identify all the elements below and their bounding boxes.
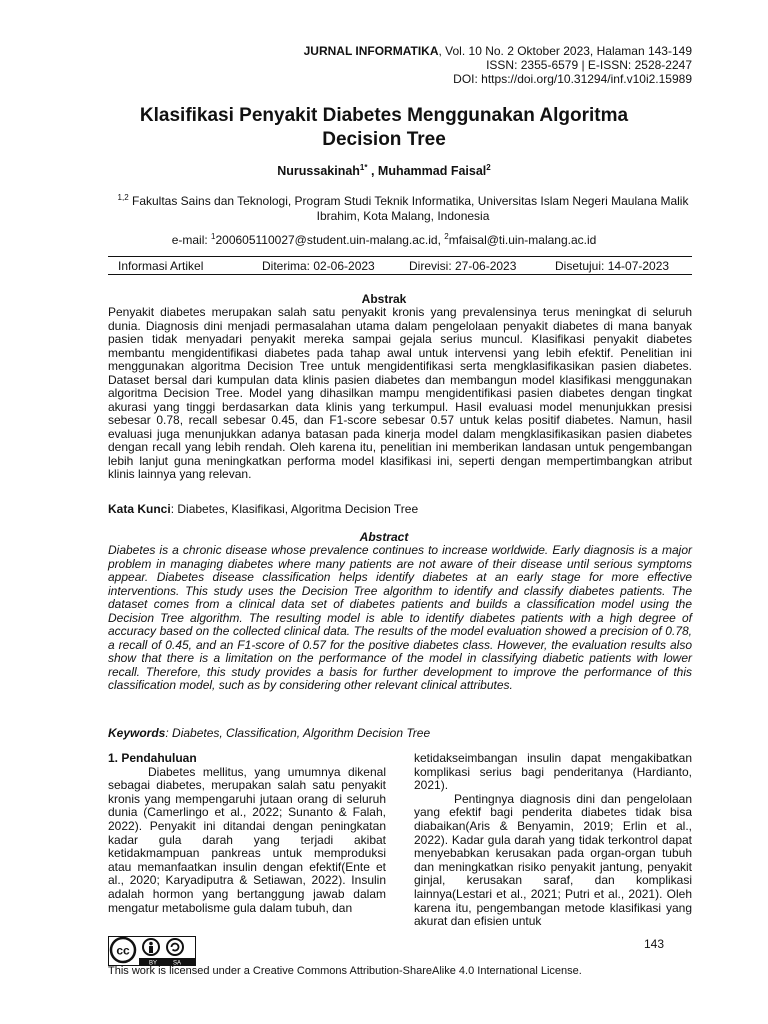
kata-kunci [108,502,692,516]
affiliation-sup: 1,2 [117,193,129,202]
column-1-paragraph: Diabetes mellitus, yang umumnya dikenal sebagai diabetes, merupakan salah satu penyakit kronis yang mempengaruhi jutaan orang di seluruh dunia (Camerlingo et al., 2022; Sunanto & Falah, 2022). Penyakit ini ditandai dengan peningkatan kadar gula darah yang terjadi akibat ketidakmampuan pankreas untuk memproduksi atau memanfaatkan insulin dengan efektif(Ente et al., 2020; Karyadiputra & Setiawan, 2022). Insulin adalah hormon yang bertanggung jawab dalam mengatur metabolisme gula dalam tubuh, dan [108,764,386,915]
abstract-heading: Abstract [359,530,409,544]
email-2-sup: 2 [444,232,449,241]
column-2-paragraph-2: Pentingnya diagnosis dini dan pengelolaan yang efektif bagi penderita diabetes tidak bisa diabaikan(Aris & Benyamin, 2019; Erlin et al., 2022). Kadar gula darah yang tidak terkontrol dapat menyebabkan kerusakan pada organ-organ tubuh dan meningkatkan risiko penyakit jantung, penyakit ginjal, kerusakan saraf, dan komplikasi lainnya(Lestari et al., 2021; Putri et al., 2021). Oleh karena itu, pengembangan metode klasifikasi yang akurat dan efisien untuk [414,791,692,929]
author-2-sup: 2 [486,163,491,172]
license-text[interactable]: This work is licensed under a Creative Commons Attribution-ShareAlike 4.0 International License. [108,965,582,977]
journal-volume: , Vol. 10 No. 2 Oktober 2023, Halaman 143-149 [438,44,692,58]
kata-kunci-label: Kata Kunci [108,502,171,516]
by-person-icon-head [149,942,153,946]
body-column-left [108,752,386,936]
keywords [108,726,692,740]
email-line [0,232,768,247]
author-2: Muhammad Faisal [377,164,487,179]
email-1[interactable]: 200605110027@student.uin-malang.ac.id, [215,233,445,247]
by-person-icon-body [149,946,153,953]
author-1-sup: 1* [359,163,368,172]
page-number: 143 [643,937,664,951]
email-label: e-mail: [171,233,212,247]
journal-doi[interactable]: DOI: https://doi.org/10.31294/inf.v10i2.15989 [453,72,692,86]
journal-header [304,44,692,86]
cc-sa-label: SA [172,960,182,966]
column-2-paragraph-1: ketidakseimbangan insulin dapat mengakibatkan komplikasi serius bagi penderitanya (Hardianto, 2021). [414,752,692,793]
affiliation [108,190,698,224]
title-line-2: Decision Tree [322,129,446,150]
email-1-sup: 1 [211,232,216,241]
revised-date: Direvisi: 27-06-2023 [409,259,517,273]
received-date: Diterima: 02-06-2023 [262,259,375,273]
accepted-date: Disetujui: 14-07-2023 [555,259,670,273]
author-separator: , [367,164,378,179]
kata-kunci-text: : Diabetes, Klasifikasi, Algoritma Decision Tree [170,502,419,516]
keywords-text: : Diabetes, Classification, Algorithm Decision Tree [165,726,431,740]
article-info-label: Informasi Artikel [118,259,204,273]
cc-by-label: BY [148,960,158,966]
cc-icon-text: cc [116,943,130,958]
author-1: Nurussakinah [277,164,360,179]
abstrak-heading: Abstrak [361,292,407,306]
cc-by-sa-badge[interactable] [108,936,196,966]
author-list [0,163,768,178]
journal-name: JURNAL INFORMATIKA [303,44,439,58]
abstract-body: Diabetes is a chronic disease whose prevalence continues to increase worldwide. Early diagnosis is a major problem in managing diabetes where many patients are not aware of their disease until serious symptoms appear. Diabetes disease classification helps identify diabetes at an early stage for more effective interventions. This study uses the Decision Tree algorithm to identify and classify diabetes patients. The dataset comes from a clinical data set of diabetes patients and builds a classification model using the Decision Tree algorithm. The resulting model is able to identify diabetes patients with a high degree of accuracy based on the collected clinical data. The results of the model evaluation showed a precision of 0.78, a recall of 0.45, and an F1-score of 0.57 for the positive diabetes class. However, the evaluation results also show that there is a limitation on the performance of the model in classifying diabetic patients with lower recall. Therefore, this study provides a basis for further development to improve the performance of this classification model, such as by considering other relevant clinical attributes. [108,543,692,692]
abstrak-body: Penyakit diabetes merupakan salah satu penyakit kronis yang prevalensinya terus meningkat di seluruh dunia. Diagnosis dini menjadi permasalahan utama dalam pengelolaan penyakit diabetes di mana banyak pasien tidak menyadari penyakit mereka sampai gejala serius muncul. Klasifikasi penyakit diabetes membantu mengidentifikasi diabetes pada tahap awal untuk intervensi yang lebih efektif. Penelitian ini menggunakan algoritma Decision Tree untuk mengidentifikasi serta mengklasifikasikan pasien diabetes. Dataset bersal dari kumpulan data klinis pasien diabetes dan membangun model klasifikasi menggunakan algoritma Decision Tree. Model yang dihasilkan mampu mengidentifikasi pasien diabetes dengan tingkat akurasi yang tinggi berdasarkan data klinis yang terkumpul. Hasil evaluasi model menunjukkan presisi sebesar 0.78, recall sebesar 0.45, dan F1-score sebesar 0.57 untuk kelas positif diabetes. Namun, hasil evaluasi juga menunjukkan adanya batasan pada kinerja model dalam mengklasifikasikan pasien diabetes dengan recall yang lebih rendah. Oleh karena itu, penelitian ini memberikan landasan untuk pengembangan lebih lanjut guna meningkatkan performa model klasifikasi ini, seperti dengan mempertimbangkan atribut klinis lainnya yang relevan. [108,305,692,481]
article-info-bar [108,256,692,275]
paper-title [100,104,668,152]
cc-badge-label-bar [139,958,195,965]
journal-issn: ISSN: 2355-6579 | E-ISSN: 2528-2247 [486,58,692,72]
section-title: 1. Pendahuluan [108,752,197,765]
sa-share-icon [167,939,183,955]
body-column-right [414,752,692,936]
affiliation-text: Fakultas Sains dan Teknologi, Program Studi Teknik Informatika, Universitas Islam Negeri Maulana Malik Ibrahim, Kota Malang, Indonesia [128,194,689,223]
keywords-label: Keywords [108,726,166,740]
email-2[interactable]: mfaisal@ti.uin-malang.ac.id [448,233,597,247]
title-line-1: Klasifikasi Penyakit Diabetes Menggunakan Algoritma [139,105,629,126]
